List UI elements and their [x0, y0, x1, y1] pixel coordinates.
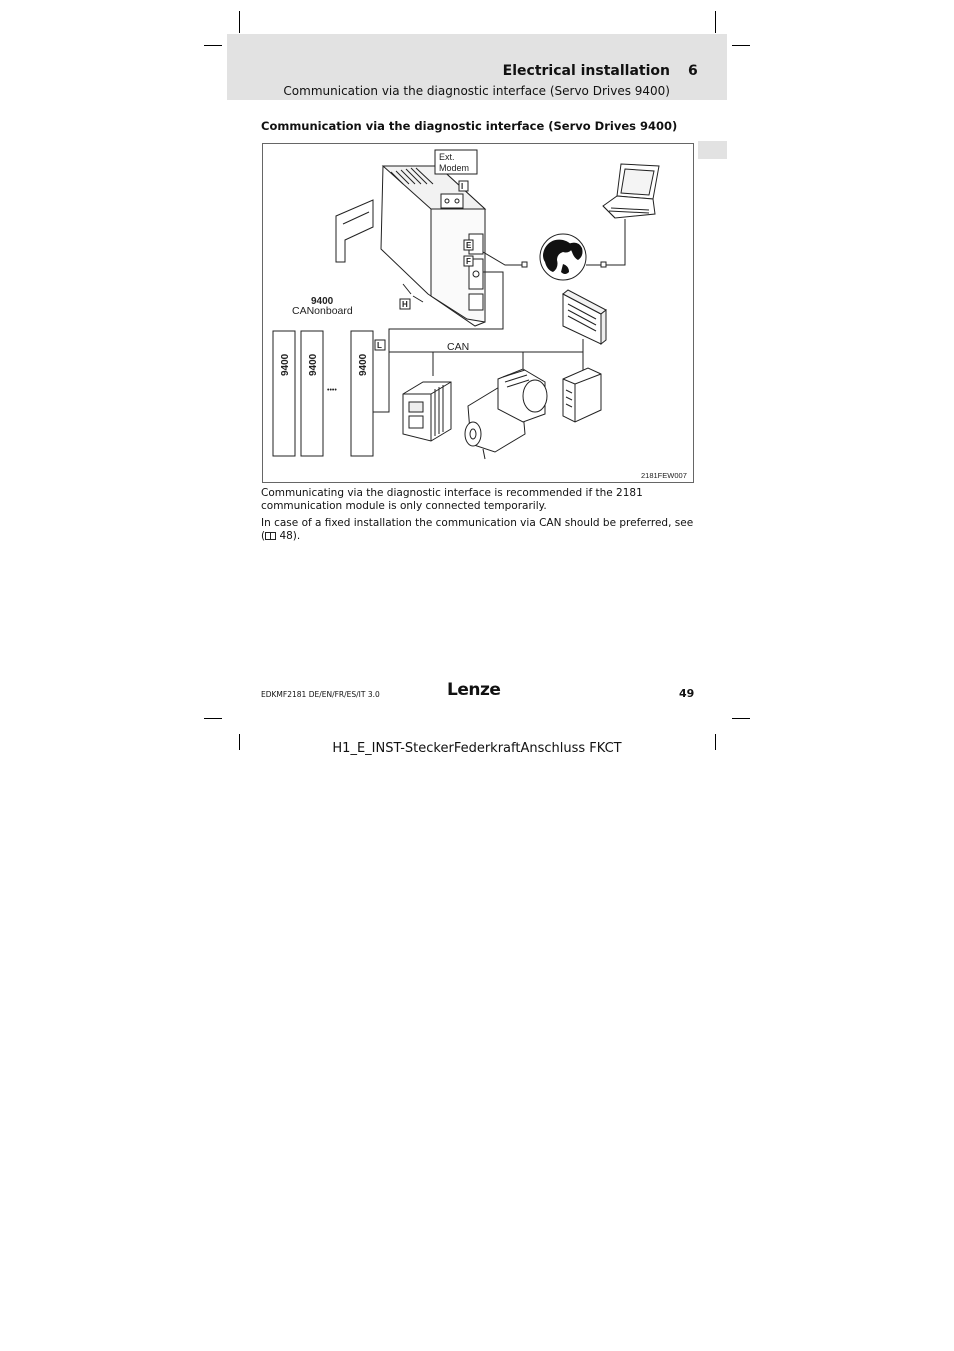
drive-group-number: 9400 — [311, 296, 334, 307]
crop-mark — [715, 11, 716, 33]
io-module-icon — [563, 368, 601, 422]
plug-icon-2 — [601, 262, 606, 267]
chapter-side-tab — [698, 141, 727, 159]
figure-id: 2181FEW007 — [641, 471, 687, 480]
drive-3-label: 9400 — [358, 353, 369, 376]
section-heading: Communication via the diagnostic interface (Servo Drives 9400) — [261, 119, 678, 133]
chapter-subtitle: Communication via the diagnostic interface (Servo Drives 9400) — [283, 84, 670, 98]
inverter-icon — [403, 382, 451, 441]
marker-f: F — [466, 257, 471, 266]
ext-modem-label-1: Ext. — [439, 152, 455, 162]
crop-mark — [204, 45, 222, 46]
marker-i: I — [461, 182, 464, 191]
drive-unit — [301, 331, 323, 456]
book-reference-icon — [265, 532, 276, 540]
drive-unit — [351, 331, 373, 456]
can-bus-label: CAN — [447, 341, 470, 353]
lenze-logo: Lenze — [447, 680, 501, 700]
crop-mark — [204, 718, 222, 719]
marker-e: E — [466, 241, 472, 250]
modem-line — [483, 252, 525, 265]
figure-frame — [262, 143, 694, 483]
drive-ellipsis: •••• — [327, 387, 337, 394]
crop-mark — [732, 718, 750, 719]
marker-h: H — [402, 300, 408, 309]
crop-mark — [732, 45, 750, 46]
globe-icon — [540, 234, 586, 280]
plug-icon — [522, 262, 527, 267]
laptop-line — [606, 219, 625, 265]
ext-modem-label-2: Modem — [439, 163, 470, 173]
page-number: 49 — [679, 687, 695, 700]
drive-unit — [273, 331, 295, 456]
operator-panel-icon — [563, 290, 606, 344]
paragraph-can-text: In case of a fixed installation the communication via CAN should be preferred, see ( — [261, 517, 694, 542]
document-id: EDKMF2181 DE/EN/FR/ES/IT 3.0 — [261, 690, 380, 699]
page-reference[interactable]: 48). — [276, 530, 301, 542]
print-slug: H1_E_INST-SteckerFederkraftAnschluss FKCT — [332, 741, 622, 756]
communication-diagram — [263, 144, 695, 484]
drive-1-label: 9400 — [280, 353, 291, 376]
paragraph-diagnostic-interface: Communicating via the diagnostic interface is recommended if the 2181 communication module is only connected temporarily. — [261, 487, 643, 512]
chapter-title: Electrical installation — [502, 63, 670, 79]
chapter-number: 6 — [688, 63, 698, 79]
laptop-icon — [603, 164, 659, 218]
drive-2-label: 9400 — [308, 353, 319, 376]
paragraph-can-preferred — [261, 517, 697, 543]
drive-group-bus: CANonboard — [292, 305, 353, 317]
geared-motor-icon — [465, 369, 547, 459]
crop-mark — [239, 11, 240, 33]
marker-l: L — [377, 341, 382, 350]
